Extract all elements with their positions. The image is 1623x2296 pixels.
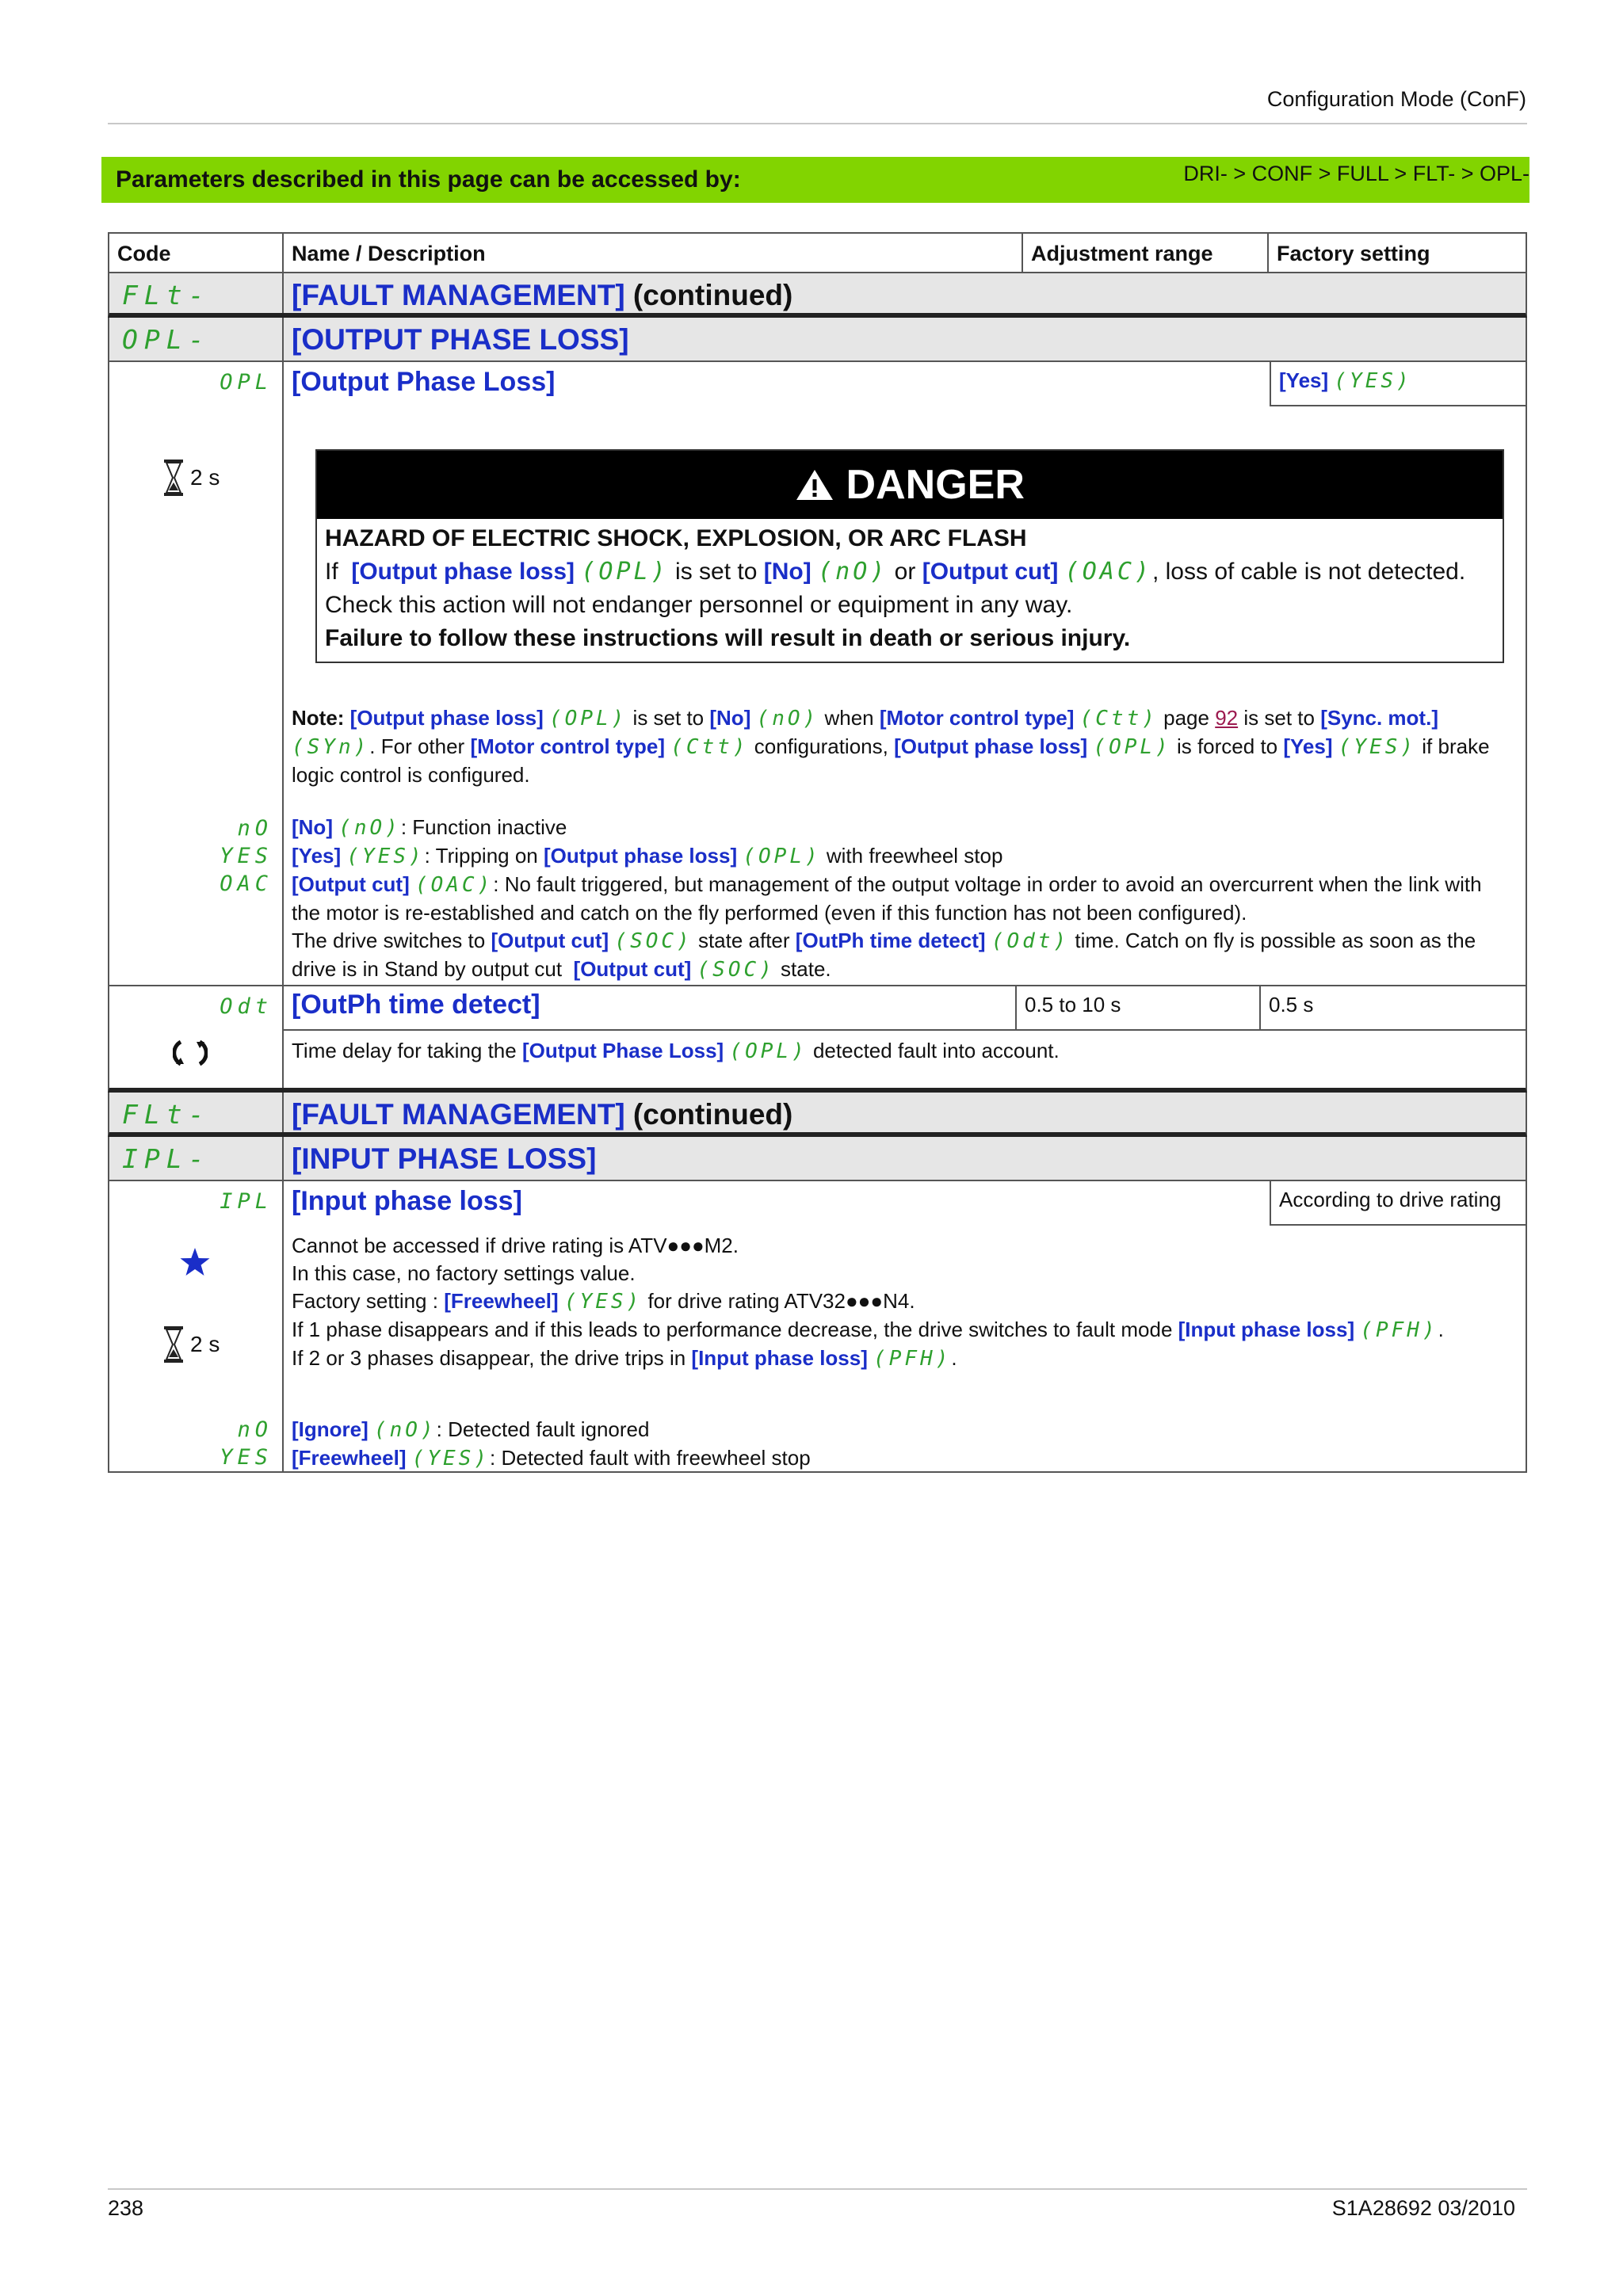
- code-ref: (PFH): [873, 1347, 952, 1371]
- text: The drive switches to: [292, 929, 486, 952]
- danger-header: [317, 451, 1503, 519]
- code-ref: (YES): [346, 845, 425, 868]
- code-ref: (SYn): [292, 735, 370, 759]
- text: If 1 phase disappears and if this leads to performance decrease, the drive switches to fault mode: [292, 1318, 1173, 1341]
- header-code: Code: [109, 234, 284, 272]
- section-title: [284, 318, 1526, 360]
- section-code-text: FLt-: [122, 1099, 211, 1130]
- param-code: OPL: [220, 370, 273, 395]
- param-ref: [Output cut]: [573, 957, 692, 981]
- param-ref: [Output phase loss]: [351, 559, 575, 585]
- section-code: [109, 1137, 284, 1180]
- option-desc: : Tripping on: [424, 844, 538, 868]
- section-code: [109, 1093, 284, 1132]
- code-ref: (YES): [411, 1447, 491, 1470]
- code-ref: (OPL): [1093, 735, 1171, 759]
- footer-page-number: 238: [108, 2196, 144, 2220]
- timer-value: 2 s: [190, 1332, 220, 1356]
- switch-paragraph: [292, 927, 1514, 984]
- access-bar: [101, 157, 1529, 203]
- section-title-text: [INPUT PHASE LOSS]: [292, 1142, 597, 1175]
- param-code: Odt: [220, 994, 273, 1019]
- circular-arrows-icon: [173, 1035, 208, 1074]
- text: is set to: [632, 706, 705, 730]
- factory-setting-cell: [1270, 362, 1526, 406]
- access-path: DRI- > CONF > FULL > FLT- > OPL-: [1183, 162, 1529, 185]
- star-icon: [179, 1246, 211, 1282]
- option-code-no: nO: [237, 1417, 273, 1442]
- param-description: [284, 1031, 1526, 1072]
- option-code-yes: YES: [220, 844, 273, 868]
- code-ref: (nO): [374, 1418, 437, 1442]
- code-ref: (OPL): [743, 845, 821, 868]
- code-ref: (SOC): [697, 958, 775, 982]
- code-ref: (OAC): [1064, 558, 1152, 585]
- hourglass-icon: [163, 459, 184, 501]
- param-ref: [Motor control type]: [879, 706, 1075, 730]
- desc-line: In this case, no factory settings value.: [292, 1261, 636, 1285]
- param-code-cell: [109, 1181, 284, 1471]
- text: page: [1163, 706, 1209, 730]
- param-ref: [Output cut]: [491, 929, 609, 952]
- danger-line-3: Failure to follow these instructions will result in death or serious injury.: [325, 625, 1131, 651]
- list-item: [292, 814, 1514, 842]
- factory-setting: According to drive rating: [1270, 1181, 1526, 1226]
- hourglass-icon: [163, 1325, 184, 1367]
- danger-heading: DANGER: [846, 462, 1025, 508]
- code-ref: (nO): [756, 707, 819, 730]
- section-title-text: [FAULT MANAGEMENT]: [292, 279, 625, 311]
- section-fault-management: [108, 1093, 1527, 1137]
- text: is set to: [1243, 706, 1315, 730]
- desc-line: Cannot be accessed if drive rating is ATV●●●M2.: [292, 1234, 739, 1257]
- code-ref: (Odt): [991, 929, 1070, 953]
- header-title: Configuration Mode (ConF): [1266, 87, 1526, 111]
- desc-line: [292, 1344, 1514, 1373]
- param-description: [292, 1232, 1514, 1373]
- access-bar-label: Parameters described in this page can be accessed by:: [116, 166, 741, 193]
- note-paragraph: [292, 704, 1514, 789]
- danger-body: [317, 519, 1503, 662]
- option-desc: : Function inactive: [400, 815, 567, 839]
- parameter-table: [108, 232, 1527, 1473]
- option-name: [Output cut]: [292, 872, 410, 896]
- section-fault-management: [108, 273, 1527, 318]
- section-code-text: FLt-: [122, 280, 211, 311]
- list-item: [292, 871, 1514, 927]
- text: or: [894, 559, 916, 585]
- code-ref: (YES): [1338, 735, 1417, 759]
- danger-line-1: [325, 555, 1495, 589]
- code-ref: (OPL): [549, 707, 628, 730]
- text: If 2 or 3 phases disappear, the drive trips in: [292, 1346, 686, 1370]
- code-ref: (YES): [563, 1290, 643, 1314]
- section-title: [284, 1137, 1526, 1180]
- param-ref: [Output phase loss]: [349, 706, 544, 730]
- param-ref: [OutPh time detect]: [795, 929, 986, 952]
- section-title-text: [FAULT MANAGEMENT]: [292, 1098, 625, 1131]
- timer-value: 2 s: [190, 465, 220, 490]
- factory-code: (YES): [1334, 369, 1412, 393]
- section-suffix: (continued): [632, 1098, 793, 1131]
- param-ref: [Output cut]: [922, 559, 1059, 585]
- option-desc: : Detected fault with freewheel stop: [490, 1446, 811, 1470]
- param-outph-time-detect: [108, 986, 1527, 1093]
- text: when: [824, 706, 874, 730]
- option-name: [Yes]: [292, 844, 342, 868]
- text: , loss of cable is not detected.: [1151, 559, 1466, 585]
- code-ref: (Ctt): [1079, 707, 1158, 730]
- param-header-row: [284, 986, 1526, 1031]
- param-ref: [Output phase loss]: [894, 734, 1088, 758]
- param-ref: [Output phase loss]: [544, 844, 738, 868]
- param-ref: [Sync. mot.]: [1320, 706, 1438, 730]
- param-ref: [Output Phase Loss]: [521, 1039, 724, 1062]
- warning-triangle-icon: [795, 468, 834, 502]
- text: detected fault into account.: [812, 1039, 1060, 1062]
- section-code: [109, 318, 284, 360]
- param-ref: [Input phase loss]: [1178, 1318, 1355, 1341]
- text: state after: [697, 929, 790, 952]
- code-ref: (PFH): [1360, 1318, 1438, 1342]
- danger-hazard: HAZARD OF ELECTRIC SHOCK, EXPLOSION, OR ARC FLASH: [325, 525, 1027, 551]
- desc-line: [292, 1287, 1514, 1316]
- param-output-phase-loss: [108, 362, 1527, 986]
- code-ref: (OAC): [414, 873, 494, 897]
- option-name: [Freewheel]: [292, 1446, 407, 1470]
- danger-box: [315, 449, 1504, 663]
- note-label: Note:: [292, 706, 345, 730]
- section-title: [284, 1093, 1526, 1132]
- param-ref: [Yes]: [1283, 734, 1333, 758]
- footer-doc-ref: S1A28692 03/2010: [1331, 2196, 1515, 2220]
- param-title: [OutPh time detect]: [292, 990, 540, 1020]
- code-ref: (SOC): [614, 929, 693, 953]
- param-ref: [Input phase loss]: [691, 1346, 868, 1370]
- text: Factory setting :: [292, 1289, 438, 1313]
- list-item: [292, 1444, 1514, 1473]
- section-code-text: OPL-: [122, 324, 211, 355]
- param-code: IPL: [220, 1189, 273, 1214]
- list-item: [292, 842, 1514, 871]
- factory-value: [Yes]: [1279, 368, 1329, 392]
- header-factory: Factory setting: [1277, 242, 1430, 265]
- option-desc: : No fault triggered, but management of the output voltage in order to avoid an overcurrent when the link with the motor is re-established and catch on the fly performed (even if this function has not been configured).: [292, 872, 1482, 925]
- param-code-cell: [109, 362, 284, 985]
- section-suffix: (continued): [632, 279, 793, 311]
- text: is set to: [675, 559, 758, 585]
- param-code-cell: [109, 986, 284, 1088]
- text: Time delay for taking the: [292, 1039, 517, 1062]
- code-ref: (nO): [338, 816, 401, 840]
- text: configurations,: [754, 734, 888, 758]
- param-ref: [Freewheel]: [444, 1289, 559, 1313]
- text: state.: [781, 957, 831, 981]
- param-ref: [No]: [709, 706, 751, 730]
- code-ref: (OPL): [581, 558, 669, 585]
- list-item: [292, 1416, 1514, 1444]
- section-input-phase-loss: [108, 1137, 1527, 1181]
- page-link[interactable]: 92: [1215, 706, 1239, 730]
- code-ref: (OPL): [729, 1039, 808, 1063]
- adjustment-range: 0.5 to 10 s: [1015, 986, 1261, 1029]
- text: for drive rating ATV32●●●N4.: [647, 1289, 915, 1313]
- param-title: [Input phase loss]: [292, 1186, 522, 1216]
- text: time. Catch on fly is possible as soon as the drive is in Stand by output cut: [292, 929, 1476, 981]
- option-list: [292, 1416, 1514, 1473]
- param-ref: [No]: [763, 559, 812, 585]
- text: . For other: [369, 734, 465, 758]
- option-code-no: nO: [237, 816, 273, 841]
- header-rule: [108, 123, 1527, 124]
- section-code: [109, 273, 284, 313]
- section-output-phase-loss: [108, 318, 1527, 362]
- param-input-phase-loss: [108, 1181, 1527, 1473]
- text: If: [325, 559, 338, 585]
- text: is forced to: [1176, 734, 1278, 758]
- text: if brake logic control is configured.: [292, 734, 1490, 787]
- text: .: [951, 1346, 957, 1370]
- param-title: [Output Phase Loss]: [292, 367, 556, 397]
- factory-setting: 0.5 s: [1269, 993, 1314, 1016]
- section-code-text: IPL-: [122, 1143, 211, 1174]
- desc-line: [292, 1316, 1514, 1344]
- code-ref: (nO): [818, 558, 888, 585]
- option-list: [292, 814, 1514, 984]
- danger-line-2: Check this action will not endanger personnel or equipment in any way.: [325, 592, 1073, 618]
- option-desc: with freewheel stop: [826, 844, 1003, 868]
- option-name: [Ignore]: [292, 1417, 369, 1441]
- header-name: Name / Description: [284, 234, 1023, 272]
- option-code-yes: YES: [220, 1445, 273, 1470]
- text: .: [1438, 1318, 1444, 1341]
- section-title: [284, 273, 1526, 313]
- footer-rule: [108, 2188, 1527, 2190]
- option-code-oac: OAC: [220, 871, 273, 896]
- option-name: [No]: [292, 815, 333, 839]
- header-adjustment: Adjustment range: [1023, 234, 1269, 272]
- option-desc: : Detected fault ignored: [436, 1417, 650, 1441]
- code-ref: (Ctt): [670, 735, 749, 759]
- param-ref: [Motor control type]: [470, 734, 665, 758]
- table-header: [108, 232, 1527, 273]
- section-title-text: [OUTPUT PHASE LOSS]: [292, 323, 629, 356]
